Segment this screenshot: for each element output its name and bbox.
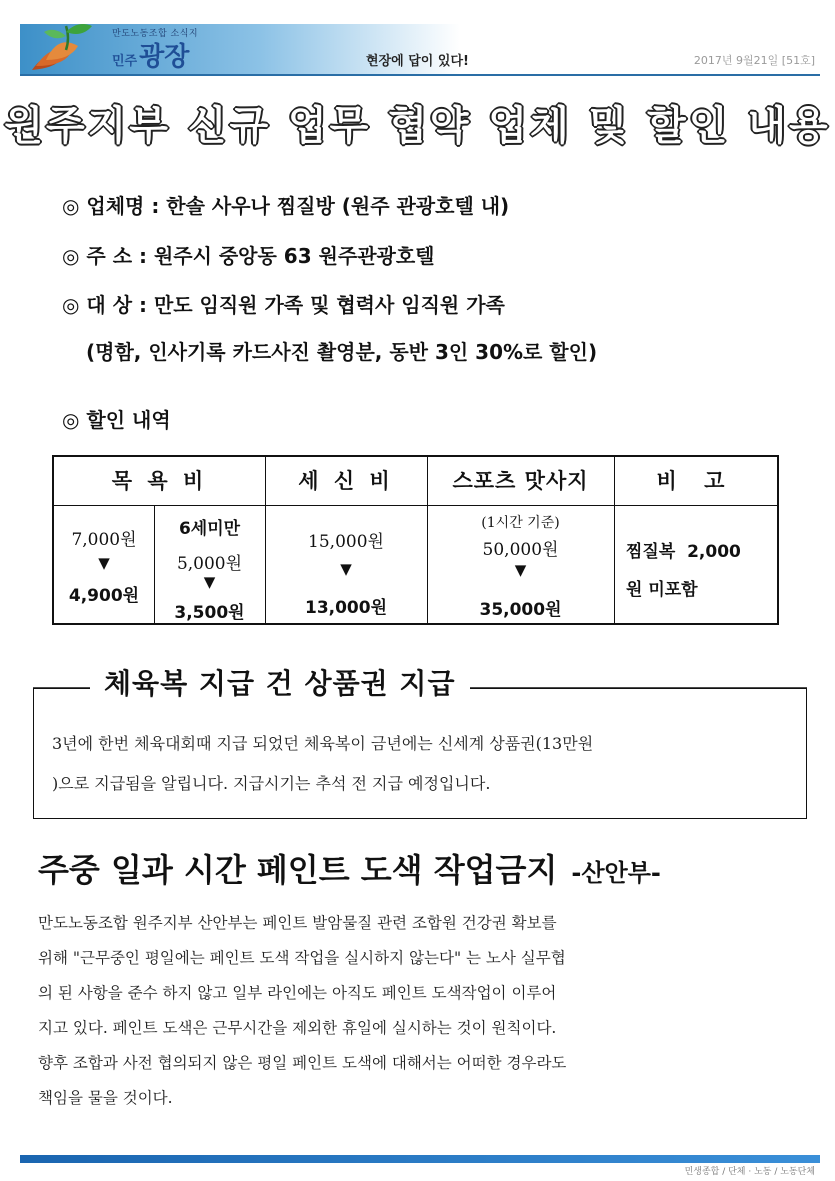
scrub-after: 13,000원 — [304, 598, 388, 618]
discount-table — [52, 455, 779, 625]
bath-child-before: 5,000원 — [176, 554, 243, 574]
footer-bar — [20, 1155, 820, 1163]
paragraph-line: 지고 있다. 페인트 도색은 근무시간을 제외한 휴일에 실시하는 것이 원칙이다. — [38, 1019, 557, 1037]
header-rule — [20, 74, 820, 76]
th-massage: 스포츠 맛사지 — [452, 469, 589, 493]
th-remark: 비 고 — [656, 469, 735, 493]
logo-subtitle: 만도노동조합 소식지 — [112, 29, 199, 39]
bath-adult-after: 4,900원 — [68, 586, 140, 606]
company-name: ◎ 업체명 : 한솔 사우나 찜질방 (원주 관광호텔 내) — [62, 194, 510, 218]
paint-ban-dept: -산안부- — [571, 859, 661, 887]
paragraph-line: 향후 조합과 사전 협의되지 않은 평일 페인트 도색에 대해서는 어떠한 경우라도 — [38, 1054, 567, 1072]
paint-ban-title — [38, 845, 661, 891]
th-scrub: 세 신 비 — [298, 469, 394, 493]
arrow-icon: ▼ — [203, 573, 216, 591]
logo-text-small: 민주 — [112, 54, 138, 69]
uniform-notice-title: 체육복 지급 건 상품권 지급 — [90, 662, 470, 702]
target: ◎ 대 상 : 만도 임직원 가족 및 협력사 임직원 가족 — [62, 293, 505, 317]
main-title: 원주지부 신규 업무 협약 업체 및 할인 내용 — [4, 103, 831, 149]
uniform-notice-line: )으로 지급됨을 알립니다. 지급시기는 추석 전 지급 예정입니다. — [52, 774, 491, 793]
paragraph-line: 만도노동조합 원주지부 산안부는 페인트 발암물질 관련 조합원 건강권 확보를 — [38, 914, 557, 932]
bath-child-label: 6세미만 — [178, 519, 241, 539]
issue-date: 2017년 9월21일 [51호] — [693, 54, 815, 67]
address: ◎ 주 소 : 원주시 중앙동 63 원주관광호텔 — [62, 244, 435, 268]
massage-after: 35,000원 — [479, 600, 562, 620]
paragraph-line: 의 된 사항을 준수 하지 않고 일부 라인에는 아직도 페인트 도색작업이 이루어 — [38, 984, 557, 1002]
arrow-icon: ▼ — [340, 560, 352, 578]
table-header-rule — [54, 505, 777, 506]
paragraph-line: 위해 "근무중인 평일에는 페인트 도색 작업을 실시하지 않는다" 는 노사 실무협 — [38, 949, 566, 967]
remark-line2: 원 미포함 — [626, 580, 698, 600]
massage-note: (1시간 기준) — [481, 515, 560, 531]
paint-ban-title-text: 주중 일과 시간 페인트 도색 작업금지 — [38, 851, 558, 889]
arrow-icon: ▼ — [98, 554, 110, 572]
remark-line1: 찜질복 2,000 — [626, 542, 741, 562]
uniform-notice-text — [52, 724, 807, 804]
discount-label: ◎ 할인 내역 — [62, 408, 171, 432]
paint-ban-paragraph — [38, 906, 803, 1116]
th-bath: 목 욕 비 — [111, 469, 208, 493]
tagline: 현장에 답이 있다! — [366, 54, 469, 69]
bath-adult-before: 7,000원 — [71, 530, 137, 550]
scrub-before: 15,000원 — [308, 532, 384, 552]
massage-before: 50,000원 — [482, 540, 559, 560]
arrow-icon: ▼ — [514, 561, 527, 579]
paragraph-line: 책임을 물을 것이다. — [38, 1089, 173, 1107]
footer-text: 민생종합 / 단체 · 노동 / 노동단체 — [684, 1167, 815, 1177]
bath-child-after: 3,500원 — [174, 603, 245, 623]
uniform-notice-line: 3년에 한번 체육대회때 지급 되었던 체육복이 금년에는 신세계 상품권(13만원 — [52, 734, 594, 753]
logo-text-big: 광장 — [139, 42, 190, 72]
target-note: (명함, 인사기록 카드사진 촬영분, 동반 3인 30%로 할인) — [86, 340, 598, 364]
